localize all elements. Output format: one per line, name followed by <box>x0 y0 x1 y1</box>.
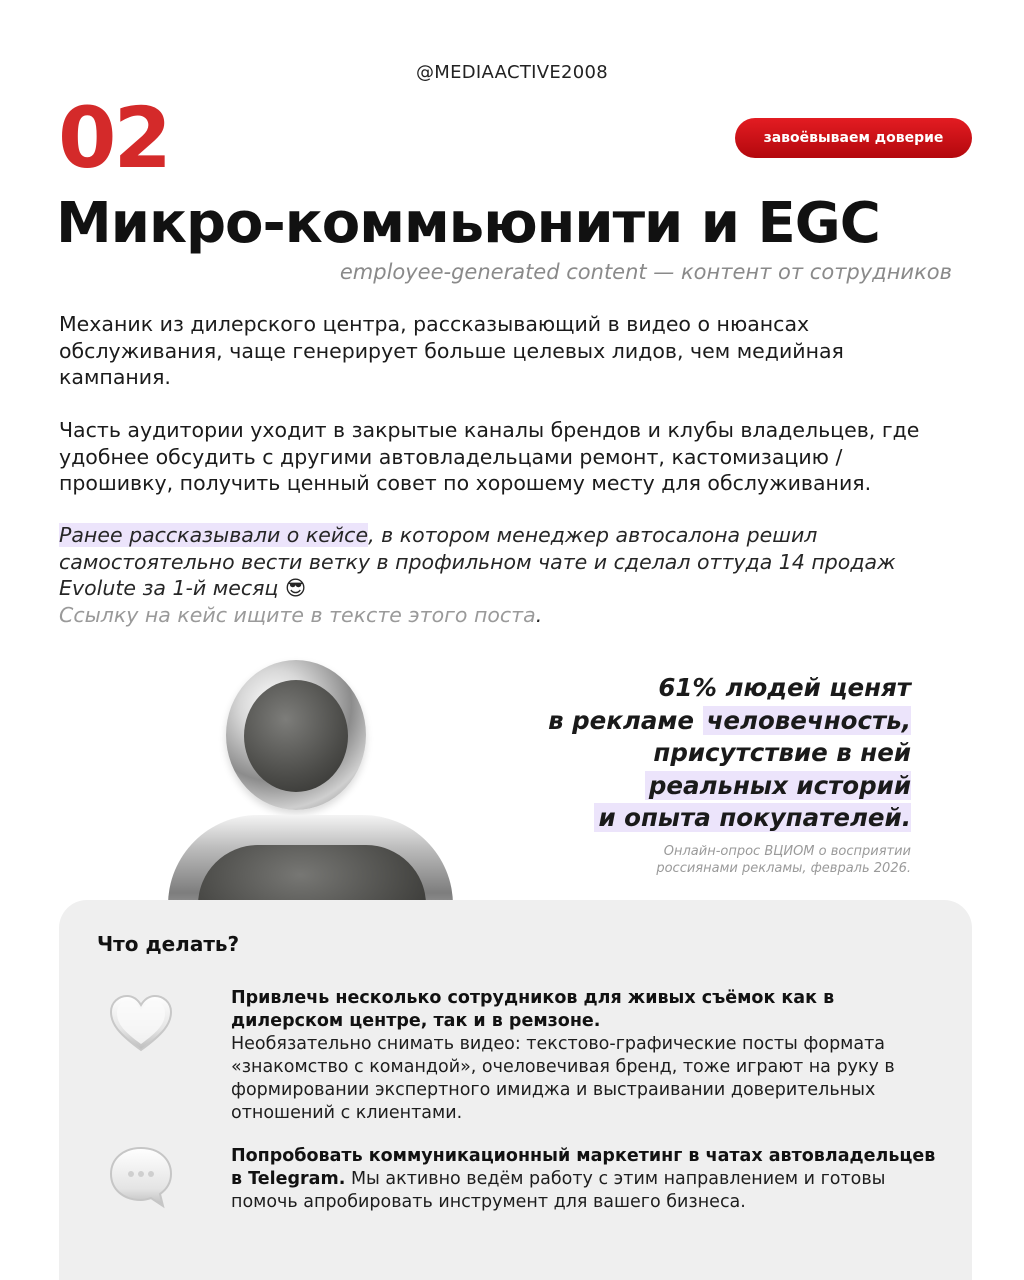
action-item-1 <box>231 987 951 1125</box>
topic-badge: завоёвываем доверие <box>735 118 972 158</box>
card-title: Что делать? <box>97 932 240 956</box>
paragraph-mechanic: Механик из дилерского центра, рассказывающий в видео о нюансах обслуживания, чаще генерирует больше целевых лидов, чем медийная кампания. <box>59 312 844 389</box>
quote-line: 61% людей ценят <box>658 673 911 702</box>
figure-head-face <box>244 680 348 792</box>
action-item-1-text: Необязательно снимать видео: текстово-графические посты формата «знакомство с командой», очеловечивая бренд, тоже играют на руку в формировании экспертного имиджа и выстраивании доверительных отношений с клиентами. <box>231 1034 895 1123</box>
chrome-person-figure <box>160 655 460 905</box>
action-item-2 <box>231 1145 951 1214</box>
paragraph-case <box>59 522 959 628</box>
page-title: Микро-коммьюнити и EGC <box>56 191 880 256</box>
quote-line: присутствие в ней <box>653 738 911 767</box>
quote-source <box>656 843 911 877</box>
slide-number: 02 <box>58 89 169 187</box>
action-item-2-text: Мы активно ведём работу с этим направлением и готовы помочь апробировать инструмент для вашего бизнеса. <box>231 1169 886 1212</box>
action-item-1-heading: Привлечь несколько сотрудников для живых съёмок как в дилерском центре, так и в ремзоне. <box>231 988 835 1031</box>
action-card <box>59 900 972 1280</box>
case-link-dot: . <box>535 602 543 627</box>
case-link-hint: Ссылку на кейс ищите в тексте этого поста <box>59 602 536 627</box>
page-subtitle: employee-generated content — контент от сотрудников <box>339 260 952 284</box>
case-highlight: Ранее рассказывали о кейсе <box>59 523 369 547</box>
quote-line-part: в рекламе <box>548 705 703 735</box>
quote-line <box>548 705 911 738</box>
case-text: , в котором менеджер автосалона решил самостоятельно вести ветку в профильном чате и сделал оттуда 14 продаж Evolute за 1-й месяц 😎 <box>59 523 896 600</box>
quote-line <box>548 802 911 835</box>
quote-highlight: реальных историй <box>645 771 911 800</box>
account-handle: @MEDIAACTIVE2008 <box>415 62 609 83</box>
stat-quote <box>548 672 911 835</box>
quote-highlight: человечность, <box>703 706 911 735</box>
chat-bubble-icon <box>105 1142 177 1214</box>
paragraph-audience: Часть аудитории уходит в закрытые каналы брендов и клубы владельцев, где удобнее обсудить с другими автовладельцами ремонт, кастомизацию / прошивку, получить ценный совет по хорошему месту для обслуживания. <box>59 418 920 495</box>
quote-line <box>548 770 911 803</box>
quote-highlight: и опыта покупателей. <box>594 803 911 832</box>
source-line: россиянами рекламы, февраль 2026. <box>656 861 911 876</box>
source-line: Онлайн-опрос ВЦИОМ о восприятии <box>663 844 911 859</box>
action-item-2-heading: Попробовать коммуникационный маркетинг в чатах автовладельцев в Telegram. <box>231 1146 936 1189</box>
heart-icon <box>105 988 177 1060</box>
